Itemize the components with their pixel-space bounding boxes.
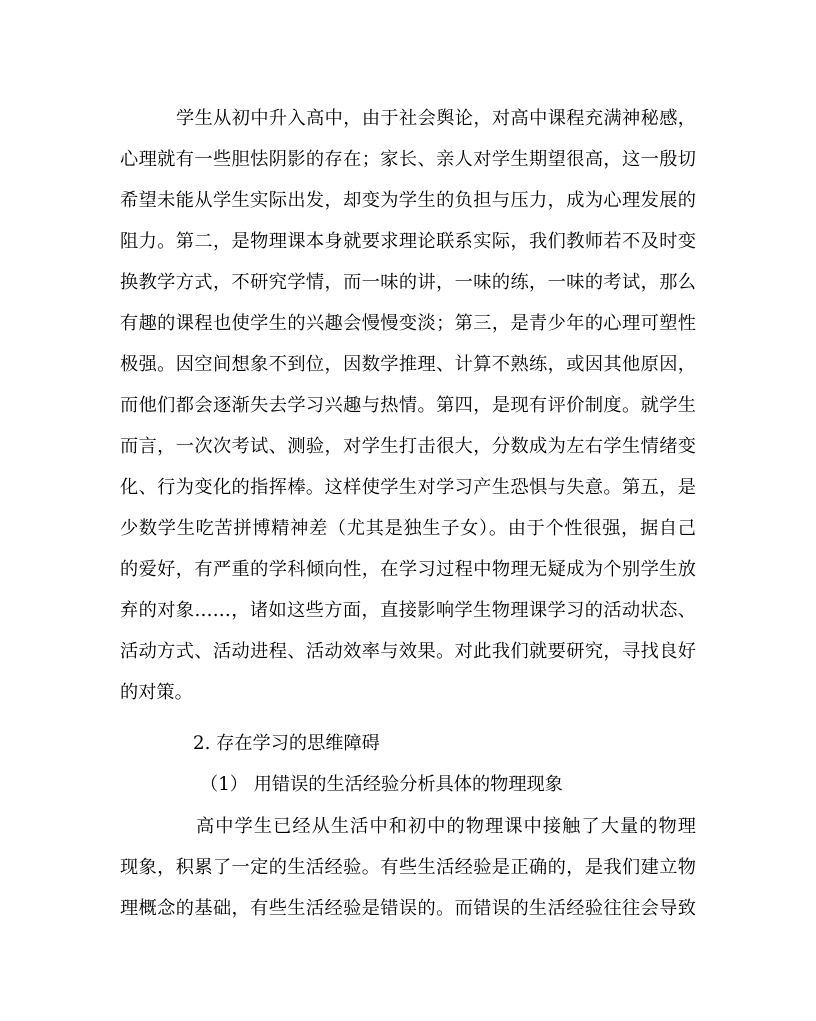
paragraph-line: 而他们都会逐渐失去学习兴趣与热情。第四，是现有评价制度。就学生 (120, 395, 696, 416)
paragraph-line: 现象，积累了一定的生活经验。有些生活经验是正确的，是我们建立物 (120, 857, 696, 878)
paragraph-line: 理概念的基础，有些生活经验是错误的。而错误的生活经验往往会导致 (120, 898, 696, 919)
paragraph-line: 少数学生吃苦拼博精神差（尤其是独生子女）。由于个性很强，据自己 (120, 518, 696, 539)
paragraph-line: 学生从初中升入高中，由于社会舆论，对高中课程充满神秘感， (176, 108, 696, 129)
paragraph-line: 而言，一次次考试、测验，对学生打击很大，分数成为左右学生情绪变 (120, 436, 696, 457)
paragraph-line: 阻力。第二，是物理课本身就要求理论联系实际，我们教师若不及时变 (120, 231, 696, 252)
paragraph-line: 的爱好，有严重的学科倾向性，在学习过程中物理无疑成为个别学生放 (120, 559, 696, 580)
paragraph-line: 极强。因空间想象不到位，因数学推理、计算不熟练，或因其他原因， (120, 354, 696, 375)
paragraph-line: 活动方式、活动进程、活动效率与效果。对此我们就要研究，寻找良好 (120, 641, 696, 662)
paragraph-line: 化、行为变化的指挥棒。这样使学生对学习产生恐惧与失意。第五，是 (120, 477, 696, 498)
paragraph-line: 弃的对象……，诸如这些方面，直接影响学生物理课学习的活动状态、 (120, 600, 696, 621)
paragraph-line: 的对策。 (120, 682, 193, 703)
paragraph-line: 换教学方式，不研究学情，而一味的讲，一味的练，一味的考试，那么 (120, 272, 696, 293)
section-heading: 2. 存在学习的思维障碍 (193, 733, 380, 754)
paragraph-line: 希望未能从学生实际出发，却变为学生的负担与压力，成为心理发展的 (120, 190, 696, 211)
paragraph-line: 有趣的课程也使学生的兴趣会慢慢变淡；第三，是青少年的心理可塑性 (120, 313, 696, 334)
subsection-heading: （1） 用错误的生活经验分析具体的物理现象 (200, 774, 563, 795)
paragraph-line: 高中学生已经从生活中和初中的物理课中接触了大量的物理 (196, 816, 696, 837)
paragraph-line: 心理就有一些胆怯阴影的存在；家长、亲人对学生期望很高，这一殷切 (120, 149, 696, 170)
